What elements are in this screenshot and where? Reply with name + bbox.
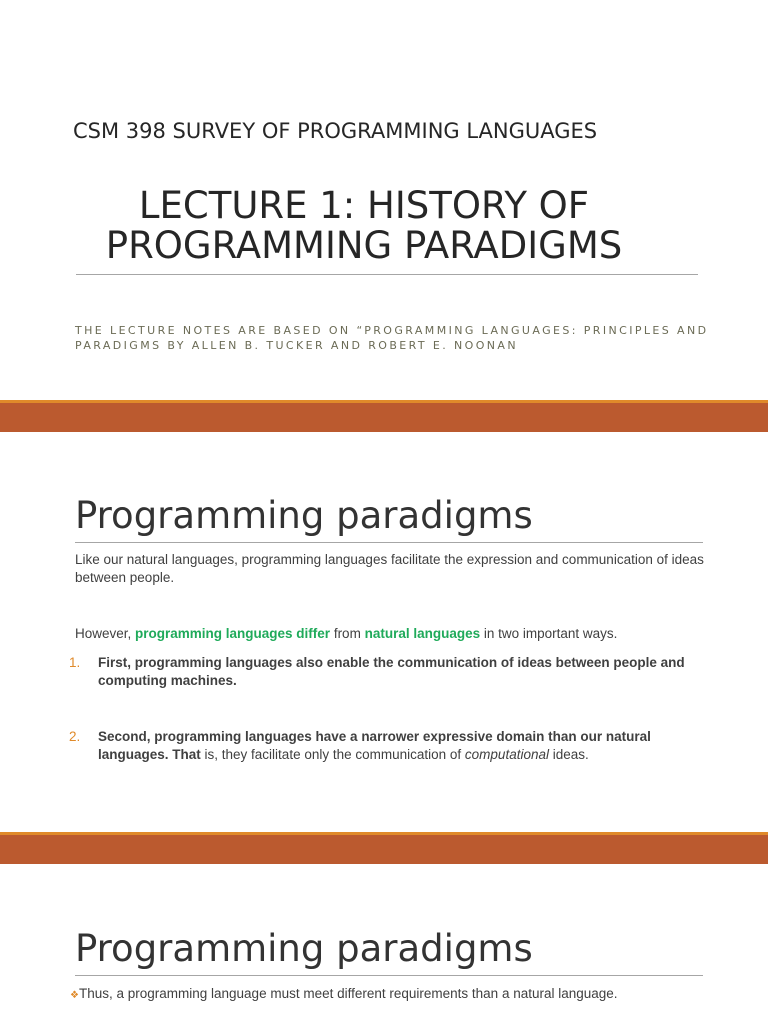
item-text: First, programming languages also enable the communication of ideas between people and computing machines. bbox=[98, 655, 685, 688]
intro-paragraph: Like our natural languages, programming languages facilitate the expression and communication of ideas between people. bbox=[75, 552, 704, 585]
slide-heading: Programming paradigms bbox=[75, 927, 533, 970]
title-divider bbox=[76, 274, 698, 275]
diamond-bullet-icon: ❖ bbox=[70, 990, 79, 1001]
heading-divider bbox=[75, 975, 703, 976]
item-text-bold: Second, programming languages have a narrower expressive domain than our natural languages. That bbox=[98, 729, 651, 762]
however-paragraph bbox=[75, 625, 617, 643]
text: in two important ways. bbox=[480, 626, 618, 641]
heading-divider bbox=[75, 542, 703, 543]
item-number: 2. bbox=[69, 729, 81, 744]
item-text: is, they facilitate only the communication of bbox=[200, 747, 465, 762]
lecture-title-line1: LECTURE 1: HISTORY OF bbox=[138, 184, 590, 227]
item-text-italic: computational bbox=[464, 747, 549, 762]
slide-separator bbox=[0, 400, 768, 432]
bullet-item bbox=[70, 985, 618, 1005]
item-number: 1. bbox=[69, 655, 81, 670]
course-title: CSM 398 SURVEY OF PROGRAMMING LANGUAGES bbox=[73, 119, 598, 143]
slide-separator bbox=[0, 832, 768, 864]
highlight: programming languages differ bbox=[135, 626, 331, 641]
lecture-title bbox=[60, 186, 668, 266]
bullet-text: Thus, a programming language must meet different requirements than a natural language. bbox=[78, 986, 618, 1001]
lecture-title-line2: PROGRAMMING PARADIGMS bbox=[105, 224, 623, 267]
text: from bbox=[330, 626, 365, 641]
item-text: ideas. bbox=[548, 747, 589, 762]
subtitle: THE LECTURE NOTES ARE BASED ON “PROGRAMMING LANGUAGES: PRINCIPLES AND PARADIGMS BY ALLEN B. TUCKER AND ROBERT E. NOONAN bbox=[75, 324, 709, 352]
list-item bbox=[69, 728, 688, 764]
text: However, bbox=[75, 626, 136, 641]
slide-heading: Programming paradigms bbox=[75, 494, 533, 537]
list-item bbox=[69, 654, 688, 690]
highlight: natural languages bbox=[364, 626, 481, 641]
